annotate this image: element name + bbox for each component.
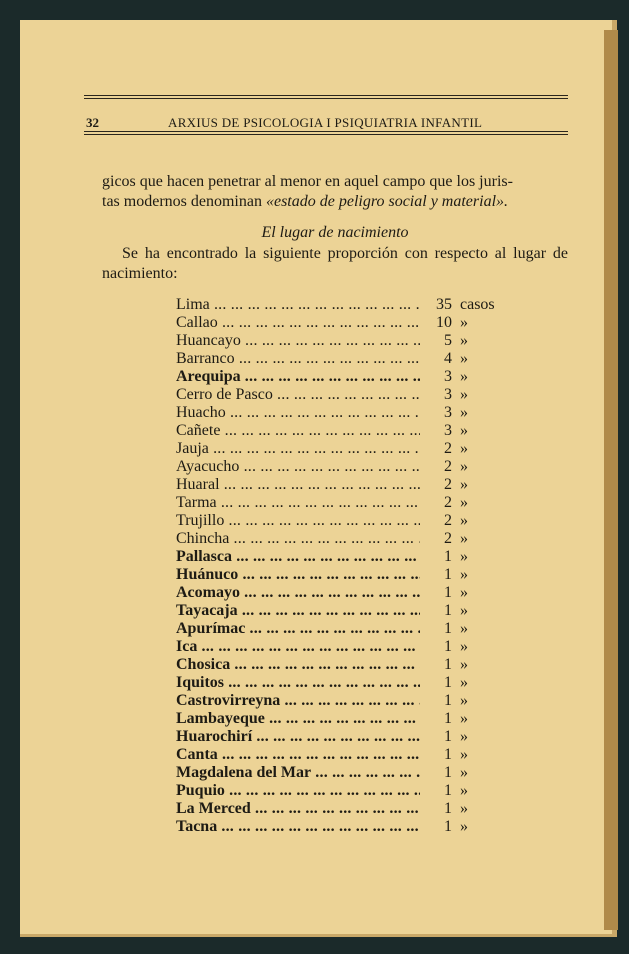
case-unit: » — [460, 674, 468, 691]
place-name: Puquio ... . — [176, 782, 420, 800]
case-count: 2 — [444, 476, 452, 493]
place-name: Tacna ... . — [176, 818, 420, 836]
intro-line-2 — [102, 192, 568, 212]
case-unit: » — [460, 818, 468, 835]
section-title: El lugar de nacimiento — [261, 224, 409, 241]
intro-line-2-emphasis: «estado de peligro social y material». — [265, 193, 509, 210]
place-name: Lima ... . — [176, 296, 420, 314]
case-count: 1 — [444, 818, 452, 835]
table-row — [174, 476, 514, 494]
table-row — [174, 728, 514, 746]
table-row — [174, 548, 514, 566]
table-row — [174, 512, 514, 530]
table-row — [174, 458, 514, 476]
place-name: Huaral ... . — [176, 476, 420, 494]
table-row — [174, 368, 514, 386]
case-count: 1 — [444, 800, 452, 817]
table-row — [174, 422, 514, 440]
case-unit: » — [460, 764, 468, 781]
case-unit: » — [460, 800, 468, 817]
table-row — [174, 566, 514, 584]
case-unit: » — [460, 386, 468, 403]
place-name: Cañete ... . — [176, 422, 420, 440]
place-name: Barranco ... . — [176, 350, 420, 368]
place-name: Huarochirí ... . — [176, 728, 420, 746]
intro-paragraph — [102, 172, 568, 212]
case-unit: » — [460, 782, 468, 799]
section-paragraph: Se ha encontrado la siguiente proporción con respecto al lugar de nacimiento: — [102, 245, 568, 282]
case-unit: » — [460, 530, 468, 547]
case-unit: » — [460, 620, 468, 637]
case-count: 1 — [444, 710, 452, 727]
table-row — [174, 386, 514, 404]
table-row — [174, 818, 514, 836]
place-name: Chincha ... . — [176, 530, 420, 548]
case-count: 2 — [444, 530, 452, 547]
place-name: Acomayo ... . — [176, 584, 420, 602]
table-row — [174, 584, 514, 602]
case-unit: » — [460, 548, 468, 565]
place-name: Tayacaja ... . — [176, 602, 420, 620]
case-unit: » — [460, 656, 468, 673]
place-name: Huacho ... . — [176, 404, 420, 422]
case-unit: » — [460, 494, 468, 511]
case-unit: » — [460, 512, 468, 529]
place-name: Arequipa ... . — [176, 368, 420, 386]
header-rule-bottom-2 — [84, 134, 568, 135]
case-unit: » — [460, 440, 468, 457]
case-count: 2 — [444, 512, 452, 529]
place-name: Pallasca ... . — [176, 548, 420, 566]
place-name: Castrovirreyna ... . — [176, 692, 420, 710]
case-unit: » — [460, 404, 468, 421]
place-name: Iquitos ... . — [176, 674, 420, 692]
place-name: Lambayeque ... . — [176, 710, 420, 728]
table-row — [174, 296, 514, 314]
case-count: 3 — [444, 386, 452, 403]
table-row — [174, 638, 514, 656]
place-name: Ica ... . — [176, 638, 420, 656]
case-unit: » — [460, 314, 468, 331]
case-count: 1 — [444, 674, 452, 691]
place-name: Magdalena del Mar ... . — [176, 764, 420, 782]
case-unit: » — [460, 728, 468, 745]
running-title: ARXIUS DE PSICOLOGIA I PSIQUIATRIA INFANTIL — [168, 115, 483, 130]
case-count: 3 — [444, 368, 452, 385]
place-name: Jauja ... . — [176, 440, 420, 458]
table-row — [174, 494, 514, 512]
case-count: 1 — [444, 638, 452, 655]
case-unit: » — [460, 638, 468, 655]
place-name: Ayacucho ... . — [176, 458, 420, 476]
table-row — [174, 530, 514, 548]
table-row — [174, 332, 514, 350]
case-count: 1 — [444, 620, 452, 637]
table-row — [174, 710, 514, 728]
place-name: Huánuco ... . — [176, 566, 420, 584]
table-row — [174, 656, 514, 674]
page-number: 32 — [86, 115, 99, 130]
case-unit: » — [460, 458, 468, 475]
table-row — [174, 404, 514, 422]
table-row — [174, 782, 514, 800]
case-count: 1 — [444, 782, 452, 799]
case-unit: » — [460, 368, 468, 385]
case-count: 1 — [444, 692, 452, 709]
case-count: 1 — [444, 746, 452, 763]
case-unit: » — [460, 746, 468, 763]
case-count: 1 — [444, 764, 452, 781]
case-count: 3 — [444, 422, 452, 439]
intro-line-2-text: tas modernos denominan — [102, 193, 266, 210]
case-unit: » — [460, 692, 468, 709]
case-unit: » — [460, 584, 468, 601]
table-row — [174, 746, 514, 764]
case-unit: » — [460, 332, 468, 349]
case-unit: » — [460, 710, 468, 727]
place-name: Apurímac ... . — [176, 620, 420, 638]
place-name: Chosica ... . — [176, 656, 420, 674]
table-row — [174, 350, 514, 368]
place-name: Huancayo ... . — [176, 332, 420, 350]
case-count: 1 — [444, 728, 452, 745]
case-count: 2 — [444, 440, 452, 457]
place-name: Tarma ... . — [176, 494, 420, 512]
case-unit: » — [460, 422, 468, 439]
table-row — [174, 674, 514, 692]
case-count: 1 — [444, 566, 452, 583]
book-spine — [604, 30, 618, 930]
case-unit: casos — [460, 296, 495, 313]
case-unit: » — [460, 602, 468, 619]
page-header — [84, 95, 568, 135]
case-unit: » — [460, 350, 468, 367]
table-row — [174, 620, 514, 638]
place-name: Callao ... . — [176, 314, 420, 332]
intro-line-1: gicos que hacen penetrar al menor en aquel campo que los juris- — [102, 173, 513, 190]
table-row — [174, 692, 514, 710]
table-row — [174, 314, 514, 332]
case-count: 35 — [436, 296, 452, 313]
table-row — [174, 800, 514, 818]
case-unit: » — [460, 476, 468, 493]
place-name: La Merced ... . — [176, 800, 420, 818]
table-row — [174, 602, 514, 620]
case-count: 2 — [444, 494, 452, 511]
header-rule-top — [84, 95, 568, 96]
case-count: 2 — [444, 458, 452, 475]
header-rule-top-2 — [84, 98, 568, 99]
case-count: 3 — [444, 404, 452, 421]
case-count: 1 — [444, 602, 452, 619]
table-row — [174, 764, 514, 782]
birthplace-table — [174, 296, 514, 836]
place-name: Trujillo ... . — [176, 512, 420, 530]
case-count: 4 — [444, 350, 452, 367]
case-count: 10 — [436, 314, 452, 331]
table-row — [174, 440, 514, 458]
case-count: 5 — [444, 332, 452, 349]
case-unit: » — [460, 566, 468, 583]
place-name: Canta ... . — [176, 746, 420, 764]
case-count: 1 — [444, 584, 452, 601]
case-count: 1 — [444, 548, 452, 565]
header-rule-bottom — [84, 131, 568, 132]
case-count: 1 — [444, 656, 452, 673]
place-name: Cerro de Pasco ... . — [176, 386, 420, 404]
